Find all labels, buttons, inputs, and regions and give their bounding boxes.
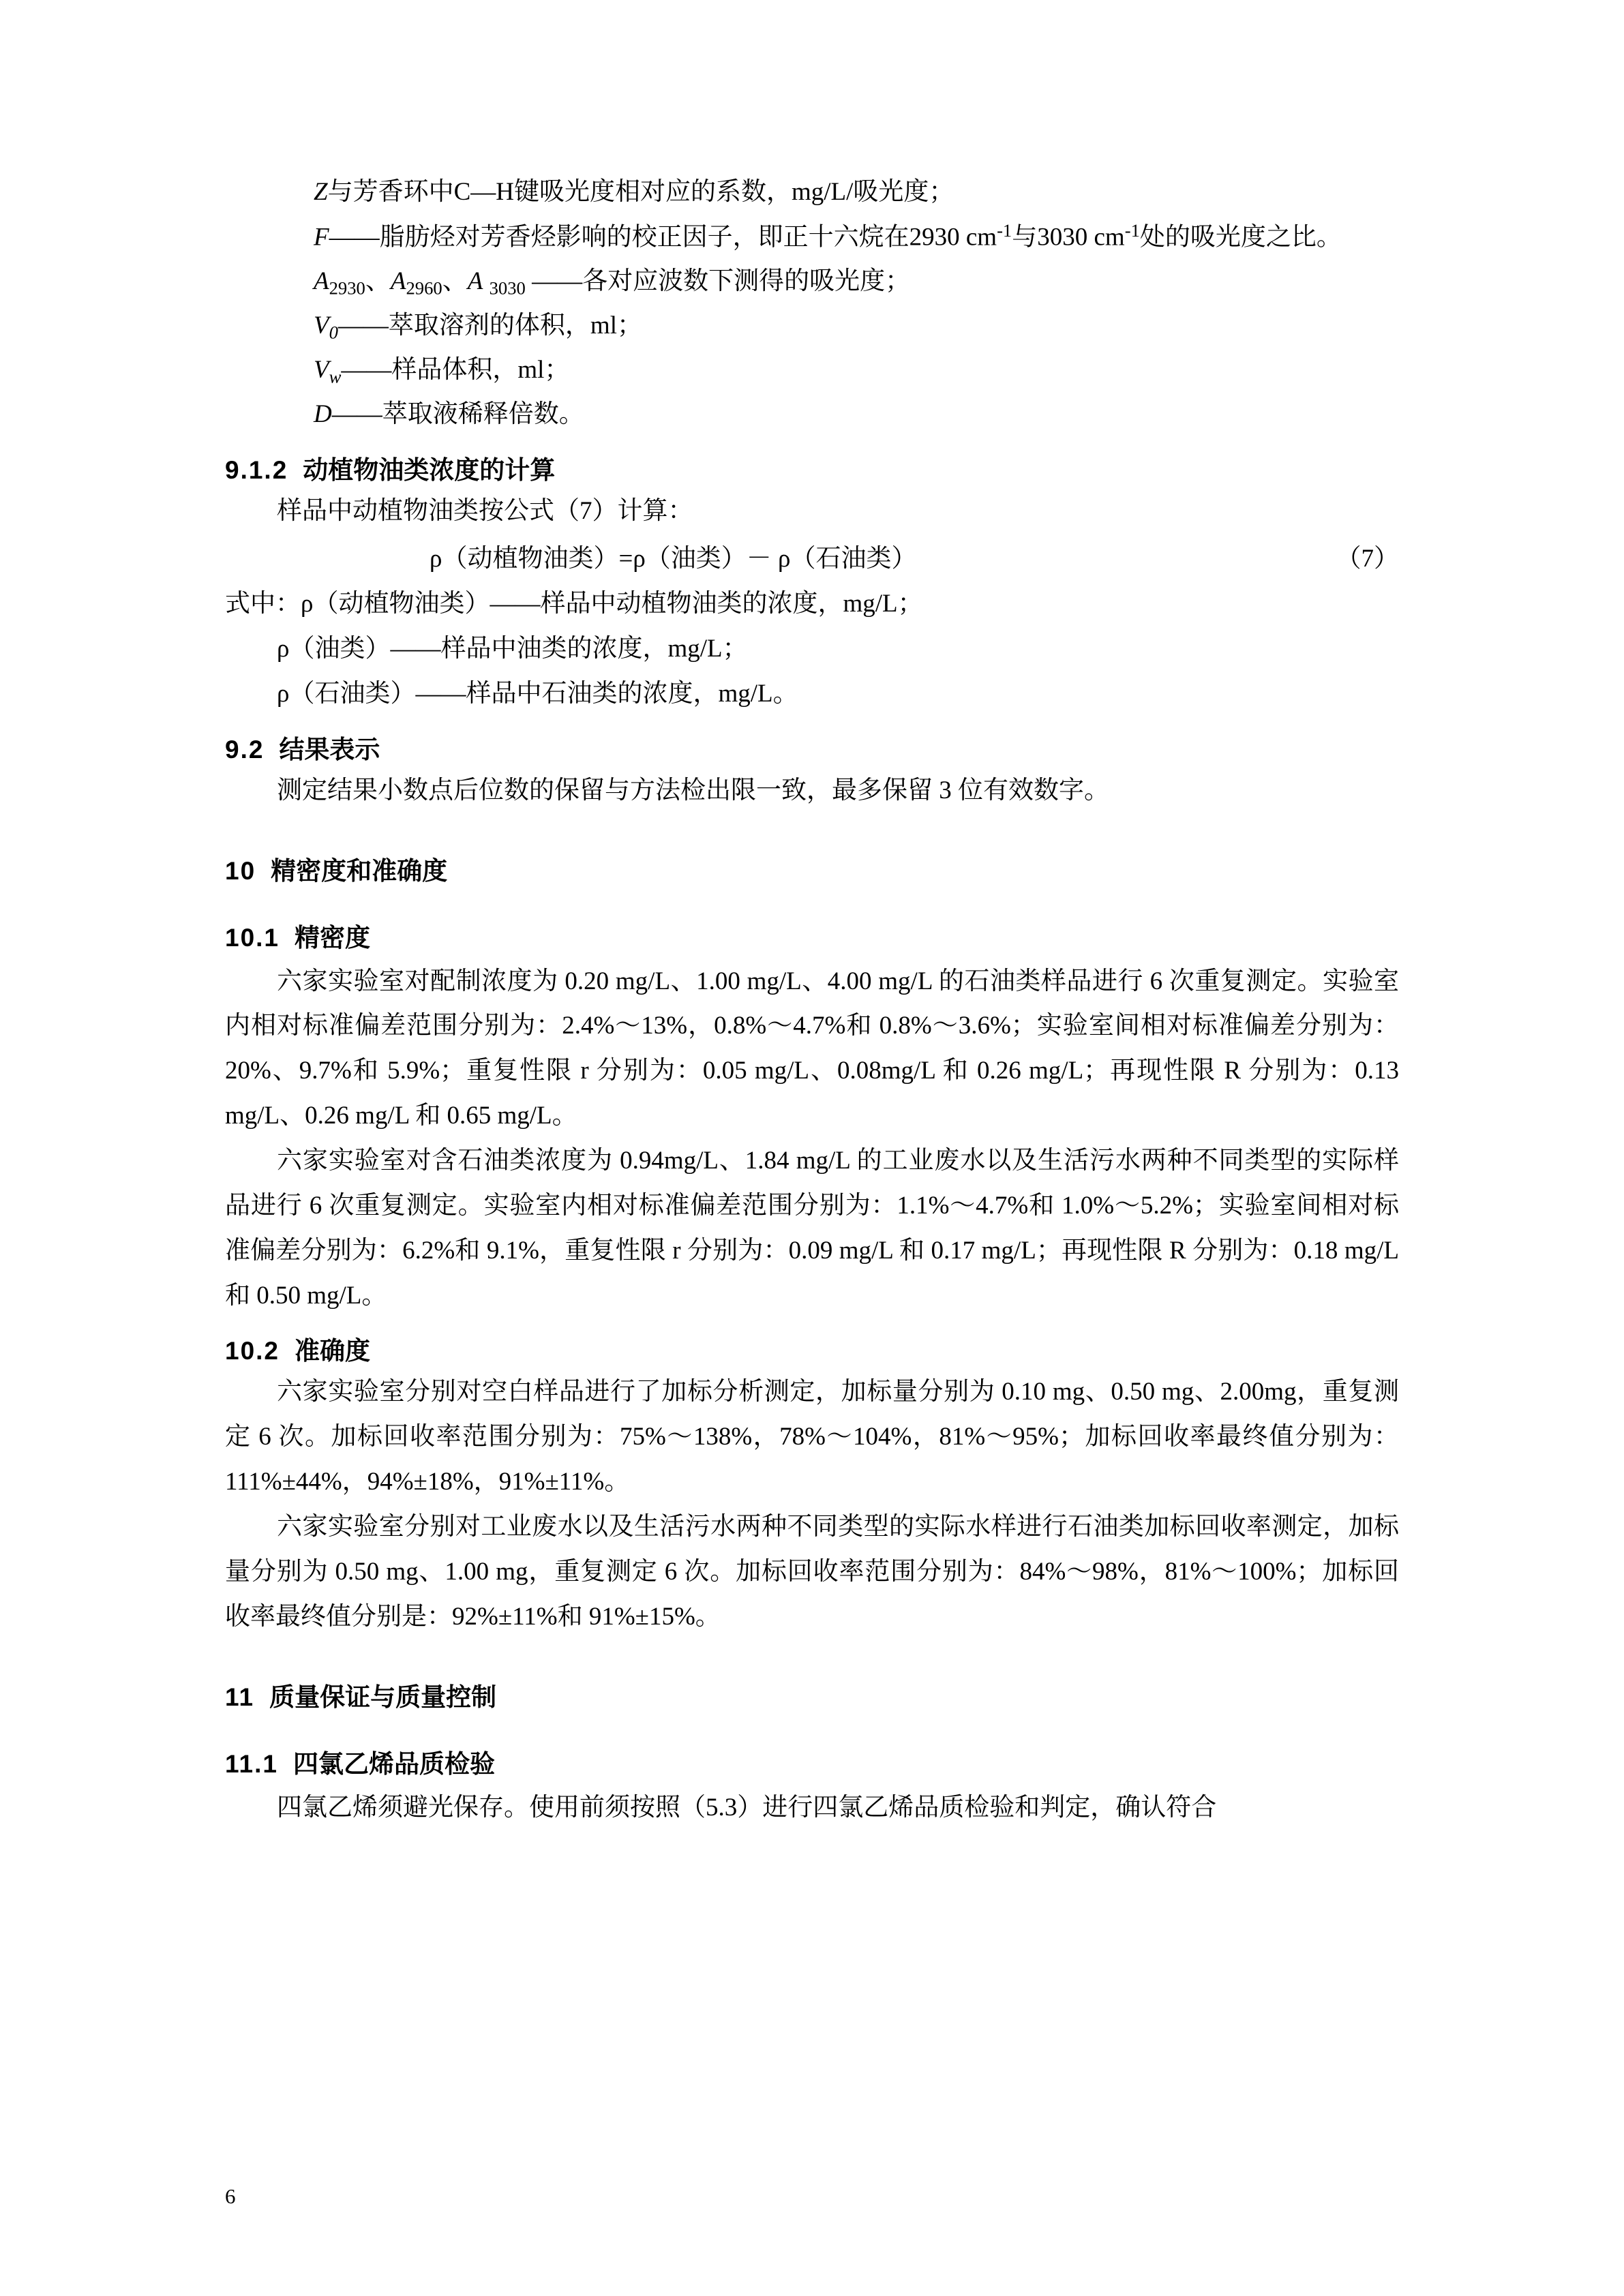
heading-11-1 [225, 1743, 1399, 1780]
definition-item-f: F——脂肪烃对芳香烃影响的校正因子，即正十六烷在2930 $cm^{-1}$与3030 $cm^{-1}$处的吸光度之比。 [314, 220, 1342, 251]
formula-7-number: （7） [1336, 544, 1399, 573]
paragraph-9-1-2-intro: 样品中动植物油类按公式（7）计算： [277, 496, 693, 525]
definition-item-z [225, 170, 1399, 215]
definition-item-vw: $V_w——$样品体积，ml； [314, 355, 570, 387]
symbol-definitions [225, 170, 1399, 437]
where-line-2: ρ（油类）——样品中油类的浓度，mg/L； [277, 635, 748, 663]
heading-title: 动植物油类浓度的计算 [303, 455, 556, 484]
paragraph-10-2-1: 六家实验室分别对空白样品进行了加标分析测定，加标量分别为 0.10 mg、0.50 mg、2.00mg，重复测定 6 次。加标回收率范围分别为：75%～138%，78%～104%，81%～95%；加标回收率最终值分别为：111%±44%，94%±18%，91%±11%。 [225, 1378, 1399, 1496]
page-number: 6 [225, 2184, 236, 2208]
where-line-3: ρ（石油类）——样品中石油类的浓度，mg/L。 [277, 679, 798, 708]
definition-item-a: $A_{2930}$、$A_{2960}$、A $_{3030}$ ——各对应波数下测得的吸光度； [314, 267, 911, 299]
heading-number: 11 [225, 1682, 255, 1711]
symbol-v0: $V_0$ [314, 311, 338, 343]
symbol-f: F [314, 223, 329, 251]
heading-9-1-2 [225, 449, 1399, 486]
heading-title: 准确度 [295, 1337, 371, 1365]
paragraph-9-2-1: 测定结果小数点后位数的保留与方法检出限一致，最多保留 3 位有效数字。 [277, 776, 1109, 804]
symbol-vw: $V_w$ [314, 355, 342, 387]
heading-number: 9.2 [225, 735, 265, 764]
heading-title: 精密度 [295, 923, 371, 952]
heading-title: 精密度和准确度 [271, 856, 448, 885]
definition-item-d: D——萃取液稀释倍数。 [314, 399, 584, 428]
formula-7-row [225, 537, 1399, 582]
definition-item-v0: $V_0——$萃取溶剂的体积，ml； [314, 311, 642, 343]
definition-text-z: 与芳香环中C—H键吸光度相对应的系数，mg/L/吸光度； [327, 178, 954, 206]
paragraph-11-1-1: 四氯乙烯须避光保存。使用前须按照（5.3）进行四氯乙烯品质检验和判定，确认符合 [277, 1793, 1217, 1822]
paragraph-10-1-2: 六家实验室对含石油类浓度为 0.94mg/L、1.84 mg/L 的工业废水以及生活污水两种不同类型的实际样品进行 6 次重复测定。实验室内相对标准偏差范围分别为：1.1%～4.7%和 1.0%～5.2%；实验室间相对标准偏差分别为：6.2%和 9.1%，重复性限 r 分别为：0.09 mg/L 和 0.17 mg/L；再现性限 R 分别为：0.18 mg/L 和 0.50 mg/L。 [225, 1147, 1399, 1310]
heading-number: 10.1 [225, 923, 280, 952]
symbol-a: A [314, 267, 329, 295]
heading-title: 结果表示 [279, 735, 380, 764]
formula-7: ρ（动植物油类）=ρ（油类）－ ρ（石油类） [430, 544, 917, 573]
paragraph-10-1-1: 六家实验室对配制浓度为 0.20 mg/L、1.00 mg/L、4.00 mg/L 的石油类样品进行 6 次重复测定。实验室内相对标准偏差范围分别为：2.4%～13%，0.8%～4.7%和 0.8%～3.6%；实验室间相对标准偏差分别为：20%、9.7%和 5.9%；重复性限 r 分别为：0.05 mg/L、0.08mg/L 和 0.26 mg/L；再现性限 R 分别为：0.13 mg/L、0.26 mg/L 和 0.65 mg/L。 [225, 967, 1399, 1130]
heading-9-2 [225, 729, 1399, 766]
where-line-1: 式中：ρ（动植物油类）——样品中动植物油类的浓度，mg/L； [225, 590, 923, 618]
symbol-d: D [314, 399, 332, 428]
heading-number: 10.2 [225, 1337, 280, 1365]
heading-title: 四氯乙烯品质检验 [292, 1749, 495, 1778]
heading-number: 10 [225, 856, 256, 885]
heading-title: 质量保证与质量控制 [269, 1682, 497, 1711]
heading-11 [225, 1676, 1399, 1713]
heading-10-2 [225, 1330, 1399, 1367]
heading-10 [225, 850, 1399, 887]
paragraph-10-2-2: 六家实验室分别对工业废水以及生活污水两种不同类型的实际水样进行石油类加标回收率测定，加标量分别为 0.50 mg、1.00 mg，重复测定 6 次。加标回收率范围分别为：84%～98%，81%～100%；加标回收率最终值分别是：92%±11%和 91%±15%。 [225, 1513, 1399, 1631]
heading-10-1 [225, 917, 1399, 954]
symbol-z: Z [314, 178, 328, 206]
heading-number: 9.1.2 [225, 455, 288, 484]
heading-number: 11.1 [225, 1749, 278, 1778]
